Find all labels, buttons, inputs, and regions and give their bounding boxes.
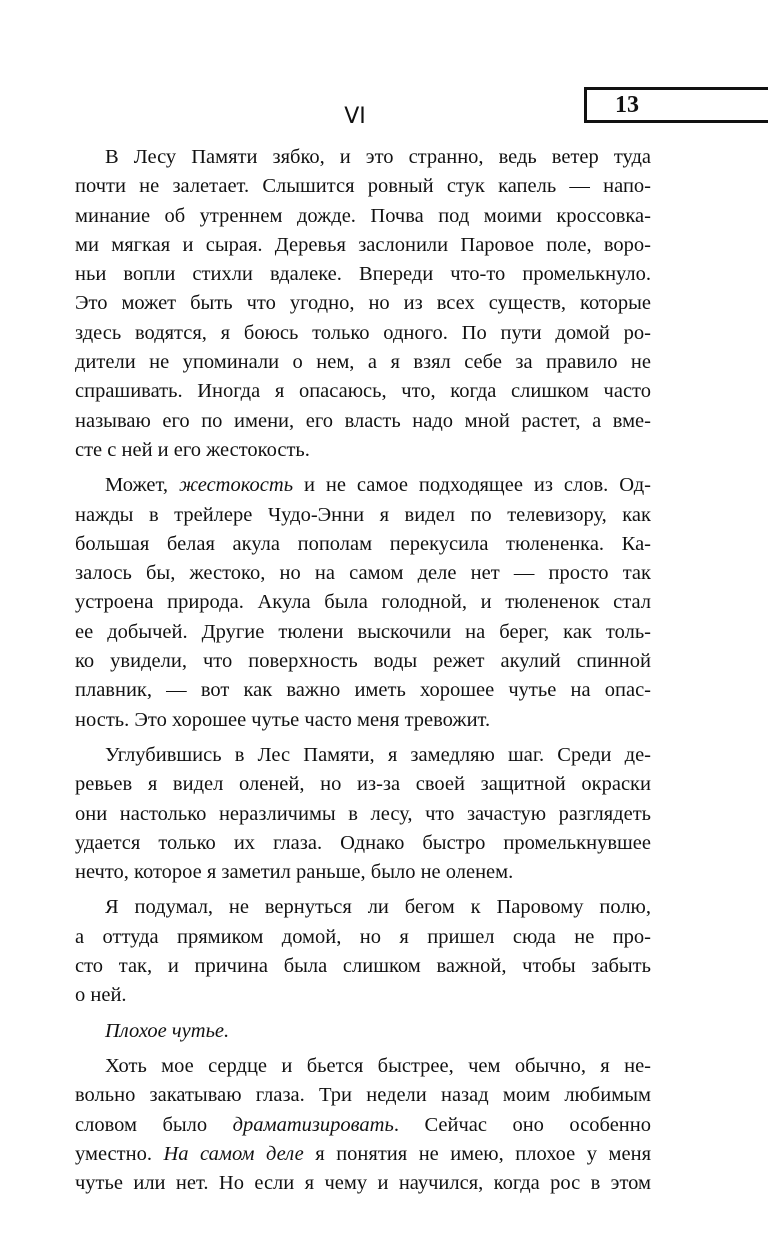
text-line: нажды в трейлере Чудо-Энни я видел по телевизору, как bbox=[75, 503, 651, 526]
text-run: уместно. bbox=[75, 1142, 164, 1165]
text-body bbox=[75, 143, 651, 1198]
text-line: вольно закатываю глаза. Три недели назад моим любимым bbox=[75, 1084, 651, 1107]
text-line bbox=[75, 1140, 651, 1169]
text-line bbox=[75, 1111, 651, 1140]
text-line: В Лесу Памяти зябко, и это странно, ведь ветер туда bbox=[105, 146, 651, 168]
text-run: я понятия не имею, плохое у меня bbox=[303, 1142, 651, 1165]
text-line: ми мягкая и сырая. Деревья заслонили Паровое поле, воро- bbox=[75, 233, 651, 256]
text-line: а оттуда прямиком домой, но я пришел сюда не про- bbox=[75, 925, 651, 948]
text-line: Это может быть что угодно, но из всех существ, которые bbox=[75, 292, 651, 315]
paragraph bbox=[75, 741, 651, 887]
text-line: они настолько неразличимы в лесу, что зачастую разглядеть bbox=[75, 802, 651, 825]
paragraph bbox=[75, 1052, 651, 1198]
text-line: большая белая акула пополам перекусила тюлененка. Ка- bbox=[75, 532, 651, 555]
page-number: 13 bbox=[615, 92, 639, 118]
emphasis-word: жестокость bbox=[178, 474, 294, 497]
emphasis-word: драматизировать bbox=[232, 1113, 394, 1136]
text-line: ее добычей. Другие тюлени выскочили на берег, как толь- bbox=[75, 620, 651, 643]
emphasis-word: На самом деле bbox=[163, 1142, 304, 1165]
paragraph bbox=[75, 471, 651, 735]
page-number-box bbox=[584, 87, 768, 123]
text-run: словом было bbox=[75, 1113, 233, 1136]
text-line: плавник, — вот как важно иметь хорошее чутье на опас- bbox=[75, 679, 651, 702]
text-run: и не самое подходящее из слов. Од- bbox=[293, 474, 651, 497]
text-line: ность. Это хорошее чутье часто меня тревожит. bbox=[75, 708, 491, 731]
text-line: ревьев я видел оленей, но из-за своей защитной окраски bbox=[75, 773, 651, 796]
text-line: здесь водятся, я боюсь только одного. По пути домой ро- bbox=[75, 321, 651, 344]
text-line: чутье или нет. Но если я чему и научился, когда рос в этом bbox=[75, 1172, 651, 1195]
text-line: минание об утреннем дожде. Почва под моими кроссовка- bbox=[75, 204, 651, 227]
text-line: залось бы, жестоко, но на самом деле нет — просто так bbox=[75, 562, 651, 585]
text-line: спрашивать. Иногда я опасаюсь, что, когда слишком часто bbox=[75, 380, 651, 403]
text-line: Я подумал, не вернуться ли бегом к Паровому полю, bbox=[105, 896, 651, 919]
text-line: Углубившись в Лес Памяти, я замедляю шаг. Среди де- bbox=[105, 743, 651, 766]
chapter-heading: VI bbox=[344, 104, 366, 129]
text-line: сте с ней и его жестокость. bbox=[75, 438, 310, 461]
text-line: Хоть мое сердце и бьется быстрее, чем обычно, я не- bbox=[105, 1054, 651, 1077]
text-run: . Сейчас оно особенно bbox=[393, 1113, 651, 1136]
text-line: ньи вопли стихли вдалеке. Впереди что-то промелькнуло. bbox=[75, 263, 651, 286]
text-line: называю его по имени, его власть надо мной растет, а вме- bbox=[75, 409, 651, 432]
text-line: почти не залетает. Слышится ровный стук капель — напо- bbox=[75, 175, 651, 198]
text-line: дители не упоминали о нем, а я взял себе за правило не bbox=[75, 351, 651, 374]
text-line: ко увидели, что поверхность воды режет акулий спинной bbox=[75, 650, 651, 673]
text-line: нечто, которое я заметил раньше, было не оленем. bbox=[75, 861, 514, 884]
text-line: Плохое чутье. bbox=[105, 1019, 230, 1042]
text-run: Может, bbox=[105, 474, 179, 497]
text-line: о ней. bbox=[75, 984, 127, 1007]
paragraph bbox=[75, 143, 651, 465]
text-line: устроена природа. Акула была голодной, и тюлененок стал bbox=[75, 591, 651, 614]
text-line: удается только их глаза. Однако быстро промелькнувшее bbox=[75, 831, 651, 854]
text-line bbox=[75, 471, 651, 500]
paragraph bbox=[75, 1017, 651, 1046]
paragraph bbox=[75, 893, 651, 1010]
text-line: сто так, и причина была слишком важной, чтобы забыть bbox=[75, 955, 651, 978]
